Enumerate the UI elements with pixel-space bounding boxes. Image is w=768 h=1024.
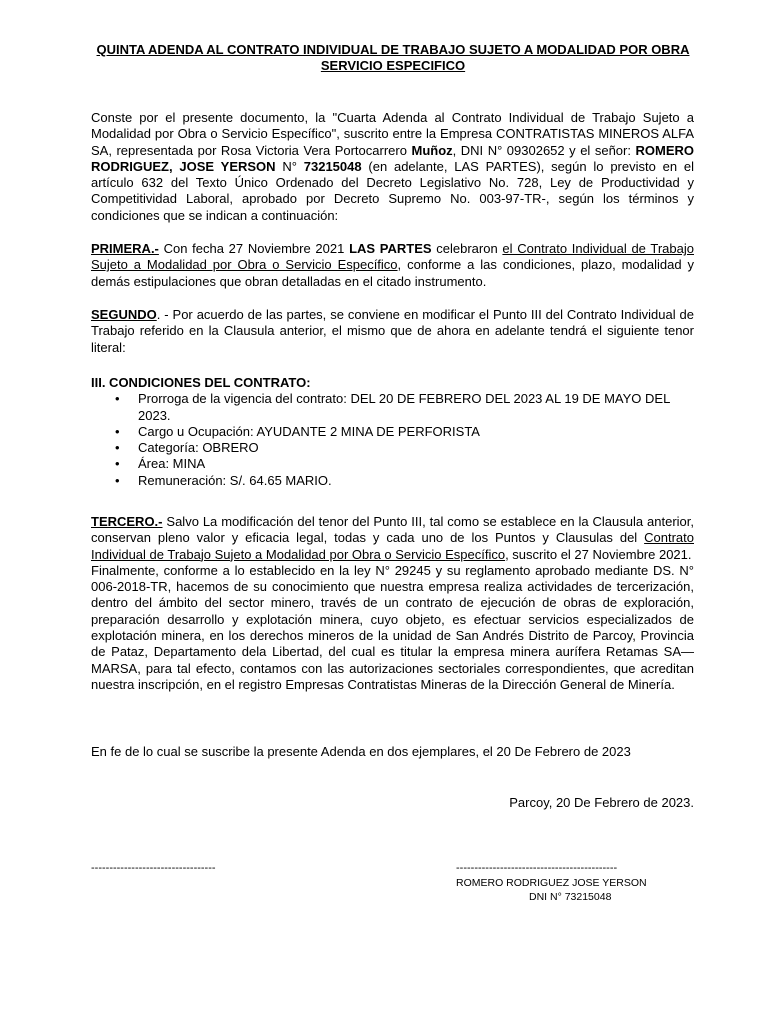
tercero-paragraph [91, 514, 694, 693]
closing-paragraph: En fe de lo cual se suscribe la presente Adenda en dos ejemplares, el 20 De Febrero de 2023 [91, 744, 631, 759]
list-item: • Categoría: OBRERO [138, 440, 701, 456]
list-item: • Área: MINA [138, 456, 701, 472]
intro-bold-surname: Muñoz [411, 142, 453, 158]
worker-name: ROMERO RODRIGUEZ, JOSE YERSON [91, 142, 694, 174]
tercero-text-1: Salvo La modificación del tenor del Punto III, tal como se establece en la Clausula anterior, conservan pleno valor y eficacia legal, todas y cada uno de los Puntos y Clausulas del [91, 514, 694, 546]
finalmente-text: Finalmente, conforme a lo establecido en la ley N° 29245 y su reglamento aprobado mediante DS. N° 006-2018-TR, hacemos de su conocimiento que nuestra empresa realiza actividades de tercerización, dentro del ámbito del sector minero, través de un contrato de ejecución de obras de exploración, preparación desarrollo y explotación minera, cuyo objeto, es efectuar servicios especializados de explotación minera, en los derechos mineros de la unidad de San Andrés Distrito de Parcoy, Provincia de Pataz, Departamento dela Libertad, del cual es titular la empresa minera aurífera Retamas SA— MARSA, para tal efecto, contamos con las autorizaciones sectoriales correspondientes, que acreditan nuestra inscripción, en el registro Empresas Contratistas Mineras de la Dirección General de Minería. [91, 562, 694, 692]
segundo-label: SEGUNDO [91, 307, 157, 322]
tercero-label: TERCERO.- [91, 514, 163, 529]
list-item: • Remuneración: S/. 64.65 MARIO. [138, 473, 701, 489]
tercero-underlined: Contrato Individual de Trabajo Sujeto a Modalidad por Obra o Servicio Específico [91, 530, 694, 562]
segundo-paragraph [91, 307, 694, 356]
list-item: • Prorroga de la vigencia del contrato: DEL 20 DE FEBRERO DEL 2023 AL 19 DE MAYO DEL 2023. [138, 391, 701, 424]
place-date: Parcoy, 20 De Febrero de 2023. [509, 795, 694, 810]
intro-text-1: Conste por el presente documento, la "Cuarta Adenda al Contrato Individual de Trabajo Sujeto a Modalidad por Obra o Servicio Específico", suscrito entre la Empresa CONTRATISTAS MINEROS ALFA SA, representada por Rosa Victoria Vera Portocarrero [91, 110, 694, 158]
intro-text-3: N° [275, 158, 304, 174]
primera-text-1: Con fecha 27 Noviembre 2021 [158, 241, 350, 256]
conditions-section [91, 375, 701, 489]
worker-dni: 73215048 [303, 158, 362, 174]
signer-name: ROMERO RODRIGUEZ JOSE YERSON [456, 877, 647, 889]
conditions-list [91, 391, 701, 489]
conditions-heading: III. CONDICIONES DEL CONTRATO: [91, 375, 311, 390]
segundo-text: . - Por acuerdo de las partes, se conviene en modificar el Punto III del Contrato Individual de Trabajo referido en la Clausula anterior, el mismo que de ahora en adelante tendrá el siguiente tenor literal: [91, 307, 694, 355]
right-signature-line: -------------------------------------------- [456, 862, 618, 874]
intro-text-4: (en adelante, LAS PARTES), según lo previsto en el artículo 632 del Texto Único Ordenado del Decreto Legislativo No. 728, Ley de Productividad y Competitividad Laboral, aprobado por Decreto Supremo No. 003-97-TR-, según los términos y condiciones que se indican a continuación: [91, 158, 695, 223]
left-signature-line: ---------------------------------- [91, 862, 216, 874]
primera-text-2: celebraron [431, 241, 503, 256]
list-item: • Cargo u Ocupación: AYUDANTE 2 MINA DE PERFORISTA [138, 424, 701, 440]
intro-text-2: , DNI N° 09302652 y el señor: [452, 142, 636, 158]
primera-text-3: , conforme a las condiciones, plazo, modalidad y demás estipulaciones que obran detalladas en el citado instrumento. [91, 257, 694, 289]
primera-label: PRIMERA.- [91, 241, 159, 256]
primera-bold: LAS PARTES [349, 241, 432, 256]
primera-paragraph [91, 241, 694, 290]
tercero-text-2: , suscrito el 27 Noviembre 2021. [505, 546, 692, 562]
primera-underlined: el Contrato Individual de Trabajo Sujeto a Modalidad por Obra o Servicio Específico [91, 241, 694, 273]
intro-paragraph [91, 110, 694, 224]
document-title: QUINTA ADENDA AL CONTRATO INDIVIDUAL DE TRABAJO SUJETO A MODALIDAD POR OBRA SERVICIO ESPECIFICO [96, 42, 690, 73]
signer-dni: DNI N° 73215048 [529, 891, 612, 903]
